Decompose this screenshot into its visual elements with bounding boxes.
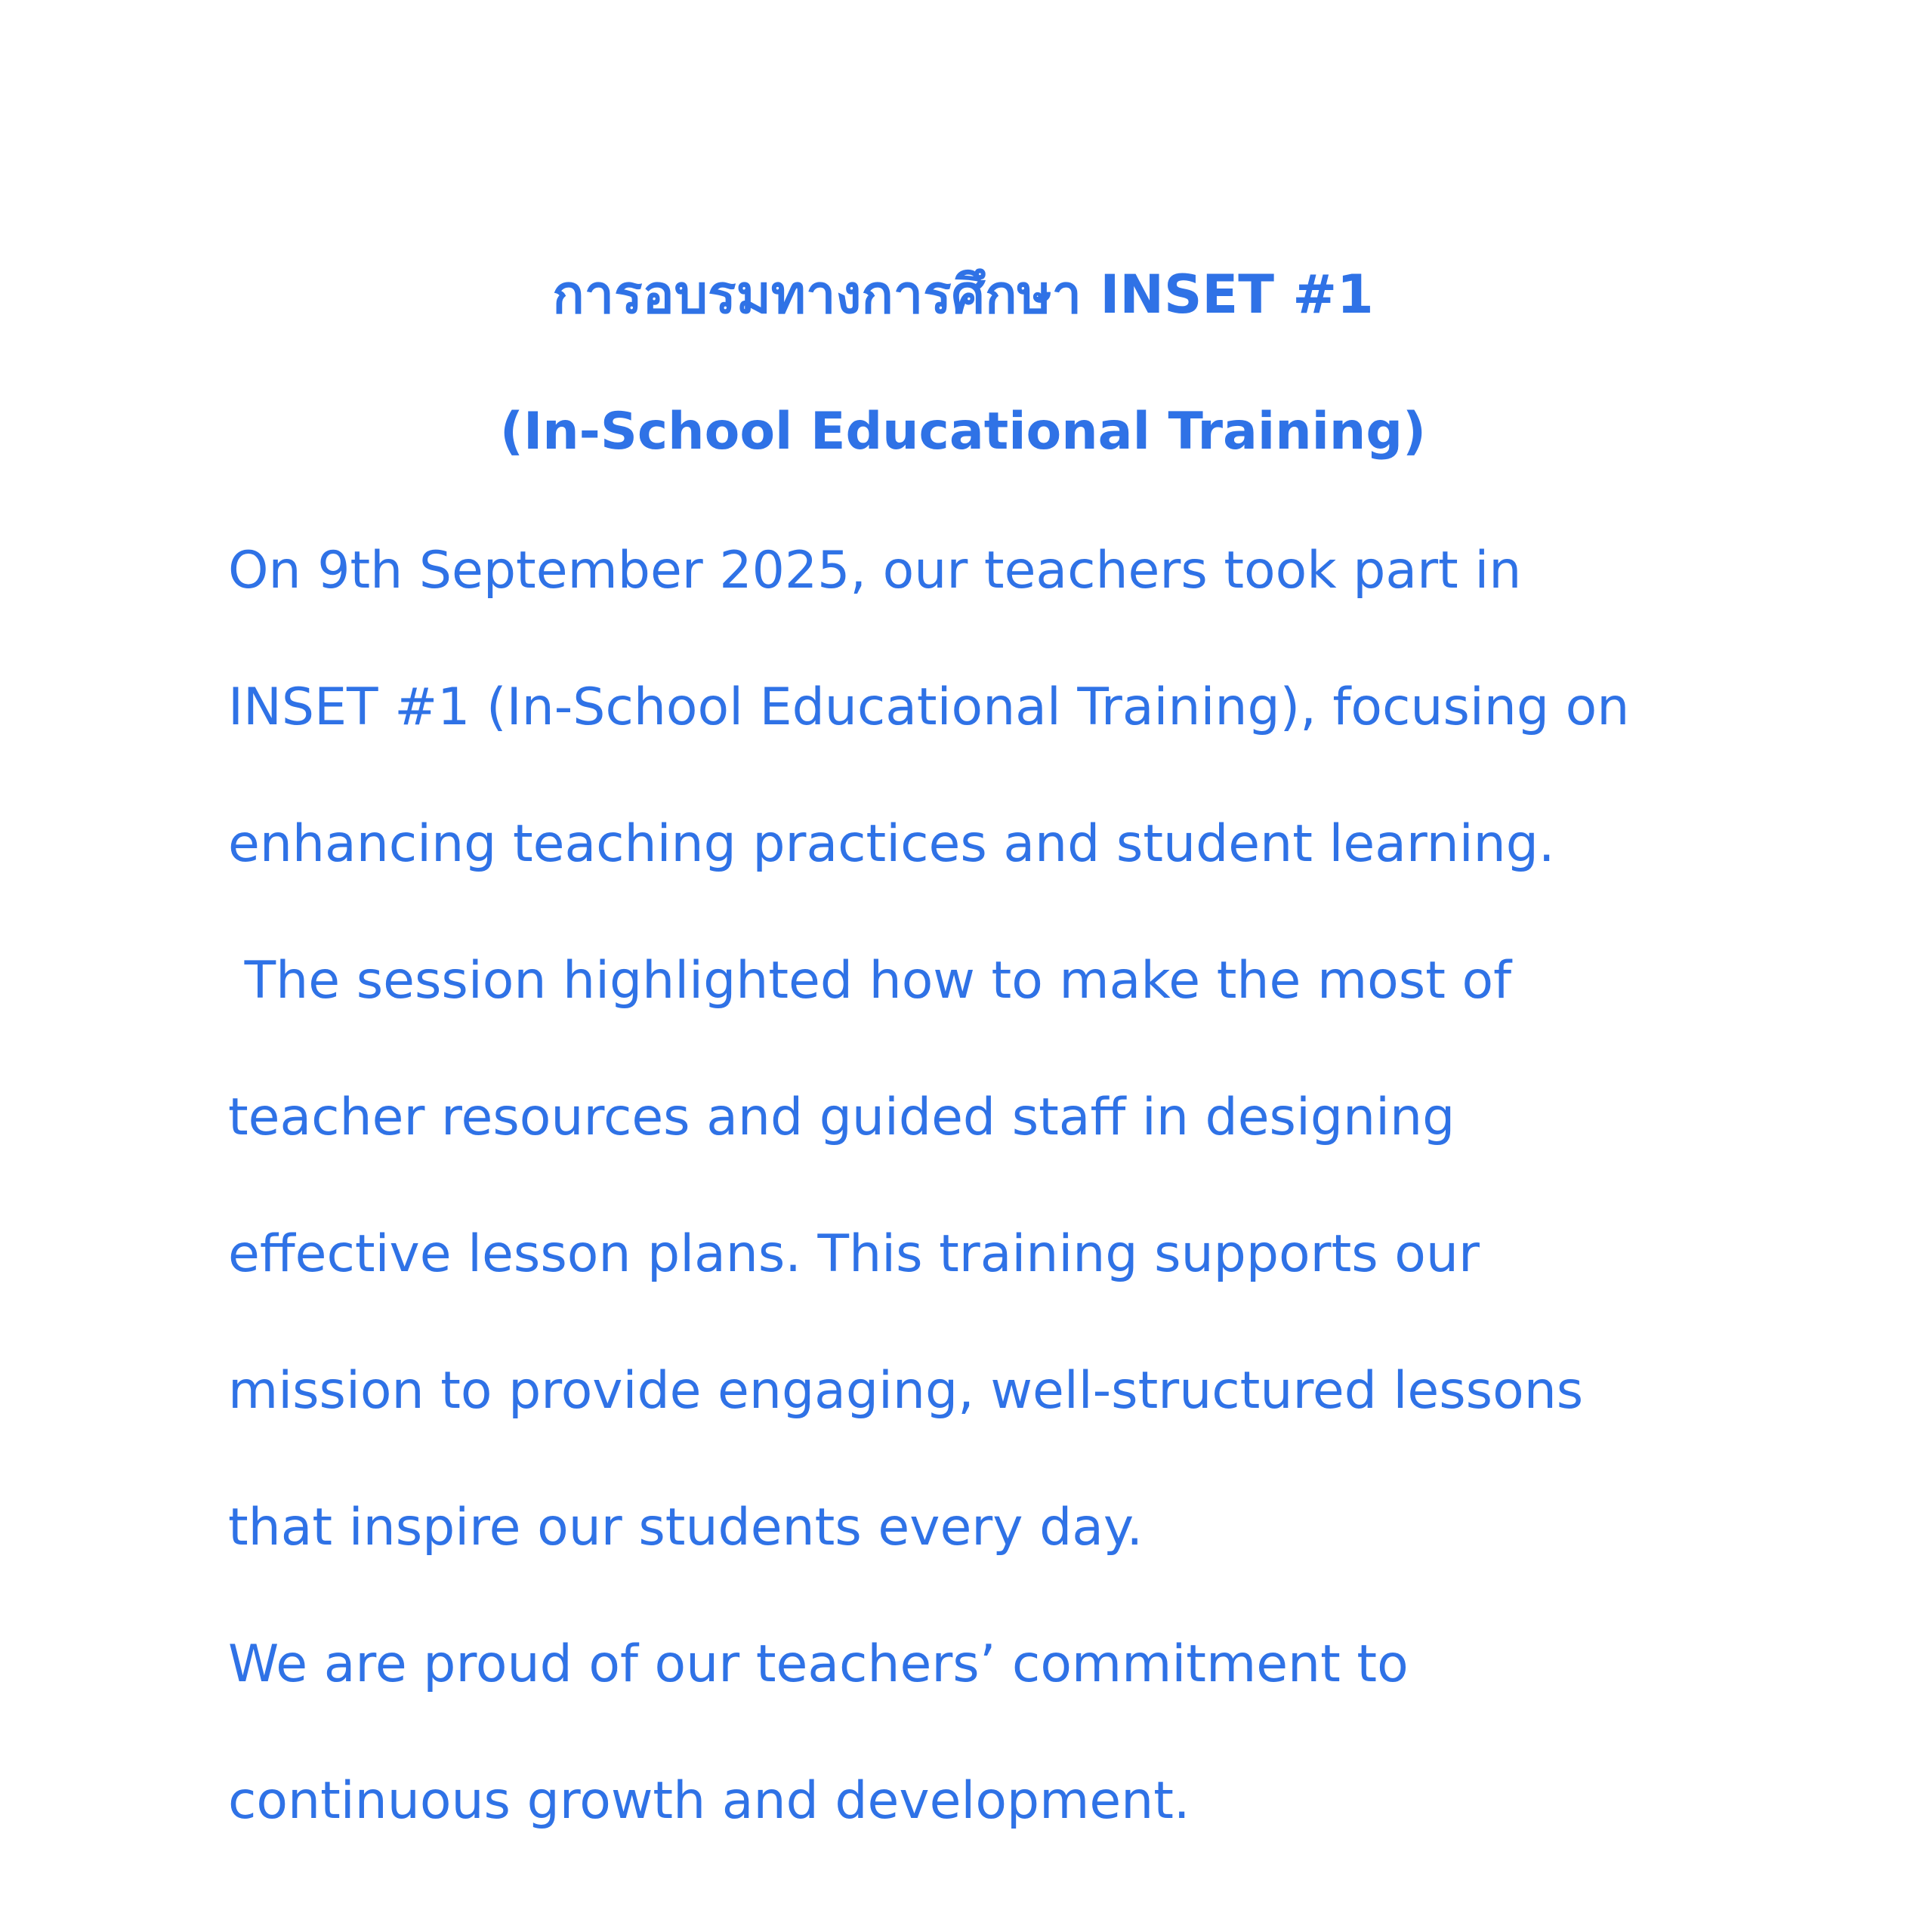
page-title-thai: การอบรมทางการศึกษา INSET #1 [552,264,1374,326]
body-line-8: that inspire our students every day. [228,1498,1144,1557]
body-line-9: We are proud of our teachers’ commitment to [228,1634,1409,1694]
article-body [228,502,1776,1869]
page-title-english: (In-School Educational Training) [499,402,1427,461]
body-line-3: enhancing teaching practices and student learning. [228,814,1555,874]
body-line-7: mission to provide engaging, well-structured lessons [228,1361,1584,1421]
body-line-10: continuous growth and development. [228,1771,1190,1831]
body-line-1: On 9th September 2025, our teachers took part in [228,541,1522,600]
body-line-5: teacher resources and guided staff in designing [228,1088,1455,1147]
body-line-4: The session highlighted how to make the most of [228,951,1512,1011]
body-line-2: INSET #1 (In-School Educational Training), focusing on [228,677,1630,737]
body-line-6: effective lesson plans. This training supports our [228,1224,1480,1284]
title-block [0,227,1926,500]
